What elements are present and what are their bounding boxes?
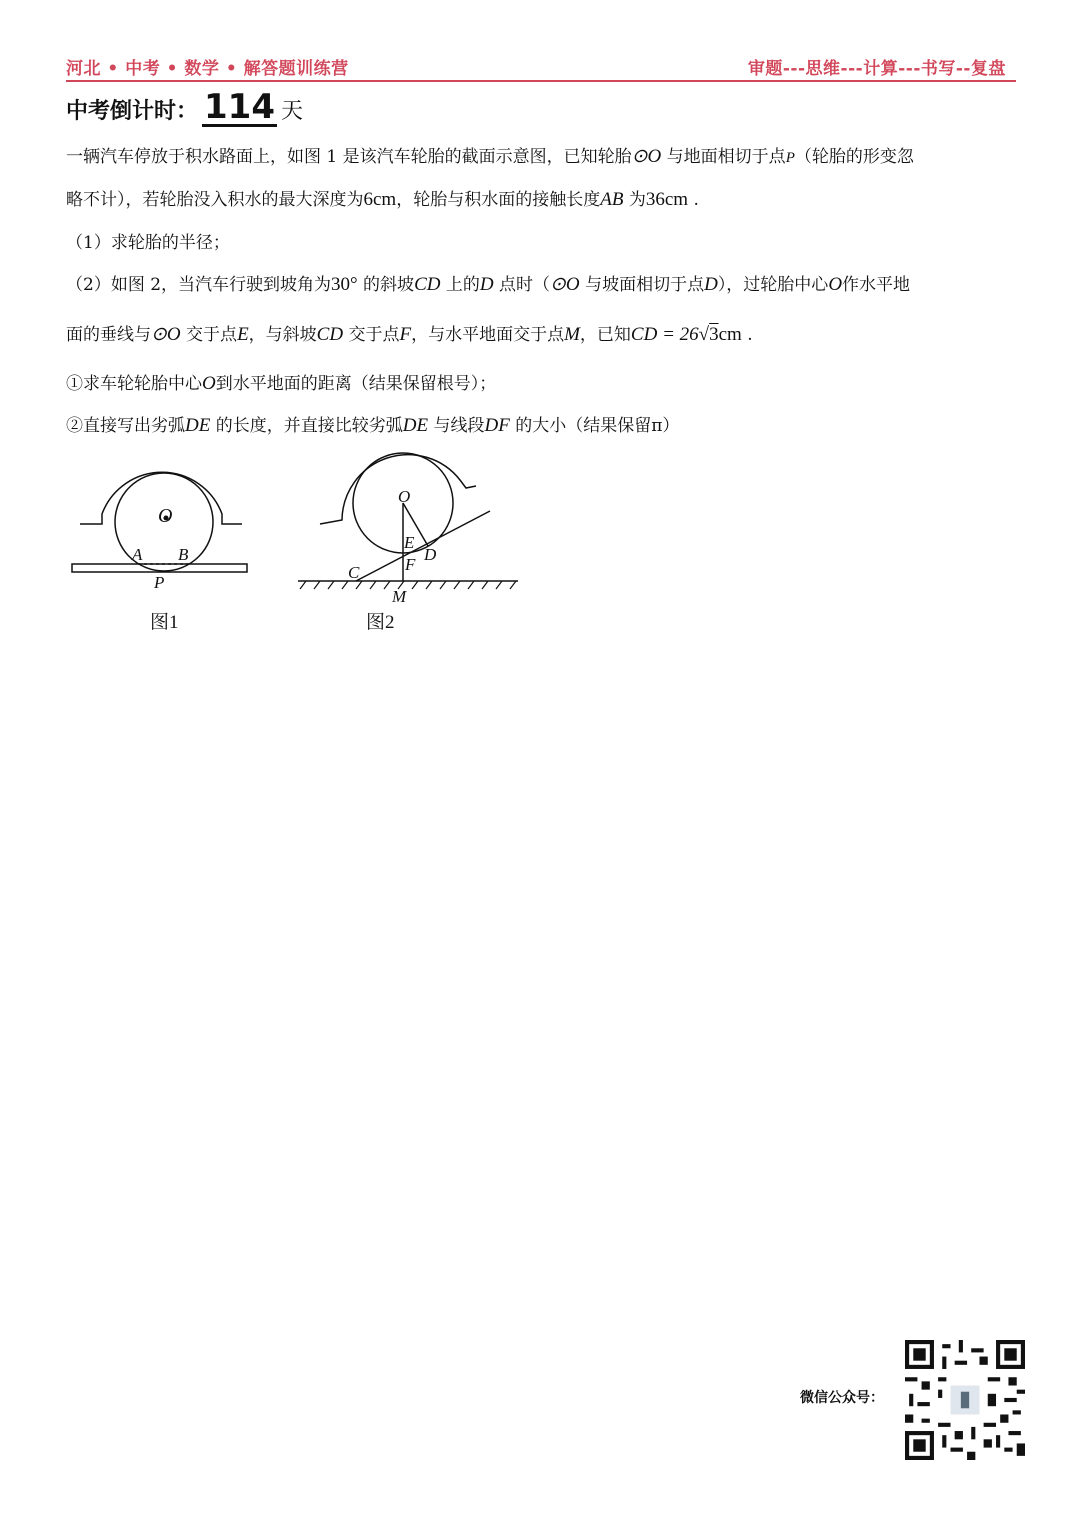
fig2-label-O: O — [398, 487, 411, 506]
fig1-label-P: P — [154, 573, 165, 592]
fig2-label-F: F — [405, 555, 416, 574]
math-point-E: E — [237, 324, 249, 345]
math-depth: 6cm — [363, 189, 397, 210]
fig2-label-C: C — [348, 563, 360, 582]
text-span: 与地面相切于点 — [661, 147, 786, 167]
math-circle-O: ⊙O — [550, 274, 580, 295]
math-cd-equation — [631, 324, 742, 345]
text-span: ，与斜坡 — [248, 325, 317, 345]
math-point-O: O — [202, 373, 216, 394]
fig2-label-M: M — [392, 587, 407, 606]
question-2-line-2 — [66, 324, 1016, 346]
question-1: （1）求轮胎的半径； — [66, 233, 230, 253]
fig2-caption: 图2 — [366, 612, 395, 633]
text-span: ），过轮胎中心 — [717, 275, 829, 295]
header-series-title: 河北 • 中考 • 数学 • 解答题训练营 — [66, 59, 349, 79]
text-span: 与线段 — [428, 416, 485, 436]
ground-hatching — [300, 581, 516, 589]
wechat-qr-code[interactable] — [905, 1340, 1025, 1460]
math-angle: 30° — [331, 274, 358, 295]
text-span: ，已知 — [579, 325, 631, 345]
text-span: 一辆汽车停放于积水路面上，如图 1 是该汽车轮胎的截面示意图，已知轮胎 — [66, 147, 632, 167]
text-span: 与坡面相切于点 — [579, 275, 705, 295]
fig2-label-D: D — [424, 545, 437, 564]
sub-question-1 — [66, 373, 1016, 395]
math-length: 36cm — [645, 189, 689, 210]
text-span: . — [741, 325, 753, 345]
math-point-O: O — [828, 274, 843, 295]
sub-question-2 — [66, 415, 1016, 437]
exam-countdown — [66, 87, 304, 134]
fig1-label-O: O — [158, 505, 173, 527]
text-span: 面的垂线与 — [66, 325, 151, 345]
figures — [66, 440, 536, 640]
text-span: （轮胎的形变忽 — [794, 147, 914, 167]
text-span: 交于点 — [180, 325, 238, 345]
text-span: ，与水平地面交于点 — [411, 325, 565, 345]
text-span: 点时（ — [493, 275, 551, 295]
text-span: ，轮胎与积水面的接触长度 — [396, 190, 601, 210]
text-span: （2）如图 2，当汽车行驶到坡角为 — [66, 275, 332, 295]
math-seg-CD: CD — [414, 274, 441, 295]
wechat-label: 微信公众号： — [800, 1390, 884, 1406]
fig2-label-E: E — [404, 533, 415, 552]
problem-line-1 — [66, 146, 1016, 169]
problem-line-2 — [66, 189, 1016, 211]
text-span: 的长度，并直接比较劣弧 — [210, 416, 403, 436]
fig1-caption: 图1 — [150, 612, 179, 633]
math-circle-O: ⊙O — [631, 146, 662, 167]
math-arc-DE: DE — [402, 415, 429, 436]
text-span: 的大小（结果保留π） — [509, 416, 680, 436]
sqrt-sign: √ — [698, 324, 710, 345]
countdown-days: 114 — [204, 87, 275, 127]
text-span: 作水平地 — [842, 275, 911, 295]
sqrt-radicand: 3 — [709, 324, 719, 345]
math-cd-eq: CD = 26 — [630, 324, 699, 345]
math-circle-O: ⊙O — [151, 324, 181, 345]
math-point-M: M — [564, 324, 580, 345]
text-span: 略不计），若轮胎没入积水的最大深度为 — [66, 190, 364, 210]
fig1-label-B: B — [178, 545, 189, 564]
math-seg-DF: DF — [484, 415, 510, 436]
page-header — [66, 52, 1016, 82]
text-span: 上的 — [440, 275, 480, 295]
math-arc-DE: DE — [185, 415, 211, 436]
math-seg-CD: CD — [316, 324, 344, 345]
text-span: ②直接写出劣弧 — [66, 416, 185, 436]
text-span: 为 — [623, 190, 646, 210]
math-point-F: F — [399, 324, 412, 345]
text-span: . — [688, 190, 699, 210]
fig1-label-A: A — [132, 545, 143, 564]
header-steps: 审题---思维---计算---书写--复盘 — [747, 59, 1006, 79]
text-span: 的斜坡 — [357, 275, 415, 295]
text-span: ①求车轮轮胎中心 — [66, 374, 202, 394]
math-unit: cm — [718, 324, 742, 345]
geometry-figures — [66, 440, 536, 640]
math-point-D: D — [479, 274, 494, 295]
countdown-label: 中考倒计时： — [66, 99, 199, 124]
question-2-line-1 — [66, 274, 1016, 296]
math-point-D: D — [704, 274, 718, 295]
math-seg-AB: AB — [600, 189, 624, 210]
avatar-figure — [961, 1392, 969, 1409]
text-span: 交于点 — [343, 325, 400, 345]
countdown-unit: 天 — [281, 99, 304, 124]
text-span: 到水平地面的距离（结果保留根号）； — [215, 374, 497, 394]
math-point-P: P — [785, 150, 795, 166]
